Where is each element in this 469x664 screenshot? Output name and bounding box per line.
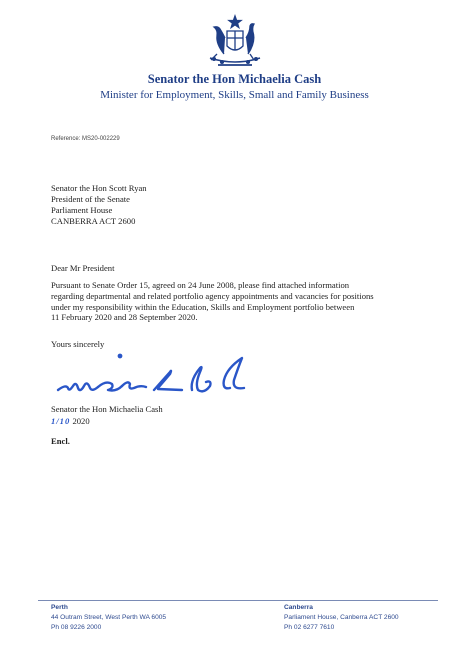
signature-year: 2020 [72,416,90,426]
recipient-building: Parliament House [51,205,113,215]
body-line: regarding departmental and related portfolio agency appointments and vacancies for positions [51,290,374,301]
footer-address: 44 Outram Street, West Perth WA 6005 [51,614,167,621]
recipient-name: Senator the Hon Scott Ryan [51,183,147,193]
recipient-city: CANBERRA ACT 2600 [51,216,136,226]
recipient-position: President of the Senate [51,194,130,204]
sender-title: Minister for Employment, Skills, Small and Family Business [100,89,369,101]
sender-name: Senator the Hon Michaelia Cash [147,72,322,86]
enclosure-note: Encl. [51,436,70,446]
footer-phone: Ph 02 6277 7610 [284,624,335,631]
handwritten-date: 1/10 [51,416,71,426]
handwritten-signature [54,350,269,406]
salutation: Dear Mr President [51,263,115,273]
signatory-name: Senator the Hon Michaelia Cash [51,404,163,414]
coat-of-arms-icon [204,14,266,68]
signature-date [51,416,90,426]
footer-address: Parliament House, Canberra ACT 2600 [284,614,399,621]
footer-city: Canberra [284,604,313,611]
footer-canberra [284,603,399,633]
footer-divider [38,600,438,601]
footer-city: Perth [51,604,68,611]
body-line: under my responsibility within the Education, Skills and Employment portfolio between [51,301,355,312]
body-line: Pursuant to Senate Order 15, agreed on 24 June 2008, please find attached information [51,280,350,290]
footer-perth [51,603,166,633]
body-line: 11 February 2020 and 28 September 2020. [51,312,198,323]
letter-body [51,280,431,323]
footer-phone: Ph 08 9226 2000 [51,624,102,631]
reference-number: Reference: MS20-002229 [51,136,120,142]
closing: Yours sincerely [51,339,105,349]
